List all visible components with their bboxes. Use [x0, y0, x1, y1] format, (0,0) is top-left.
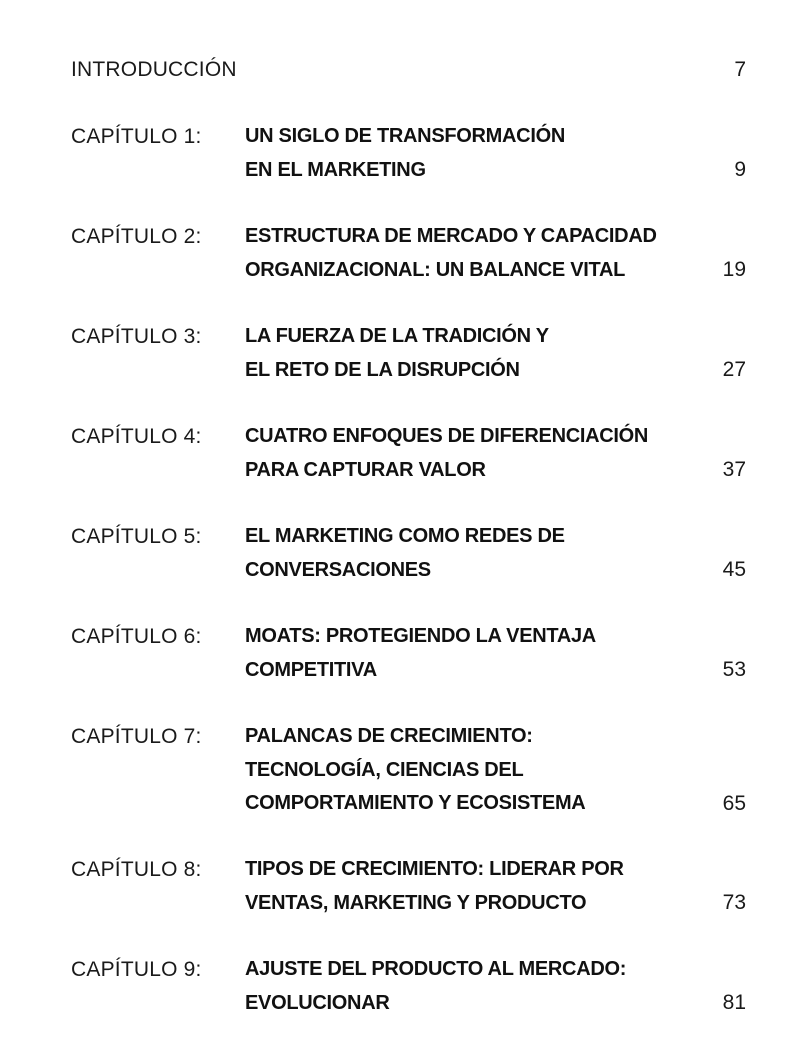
chapter-title-line: VENTAS, MARKETING Y PRODUCTO — [245, 891, 587, 914]
page-number: 9 — [734, 158, 746, 181]
chapter-title — [245, 953, 705, 1020]
intro-label: INTRODUCCIÓN — [71, 58, 237, 81]
chapter-title-line: EL MARKETING COMO REDES DE — [245, 525, 565, 547]
chapter-label: CAPÍTULO 3: — [71, 325, 202, 348]
chapter-label: CAPÍTULO 8: — [71, 858, 202, 881]
chapter-title — [245, 420, 705, 487]
chapter-title-line: PARA CAPTURAR VALOR — [245, 458, 486, 481]
chapter-title — [245, 620, 705, 687]
chapter-label: CAPÍTULO 2: — [71, 225, 202, 248]
page-number: 7 — [734, 58, 746, 81]
chapter-title — [245, 120, 705, 187]
chapter-title-line: MOATS: PROTEGIENDO LA VENTAJA — [245, 625, 596, 647]
page-number: 53 — [722, 658, 746, 681]
chapter-title — [245, 320, 705, 387]
page-number: 65 — [722, 792, 746, 815]
page-number: 37 — [722, 458, 746, 481]
chapter-title-line: TIPOS DE CRECIMIENTO: LIDERAR POR — [245, 858, 624, 880]
page-number: 81 — [722, 991, 746, 1014]
chapter-title-line: CONVERSACIONES — [245, 558, 431, 581]
chapter-label: CAPÍTULO 4: — [71, 425, 202, 448]
chapter-title-line: ESTRUCTURA DE MERCADO Y CAPACIDAD — [245, 225, 657, 247]
chapter-title-line: EL RETO DE LA DISRUPCIÓN — [245, 358, 520, 381]
chapter-title-line: PALANCAS DE CRECIMIENTO: — [245, 725, 533, 747]
chapter-title — [245, 720, 705, 821]
chapter-label: CAPÍTULO 6: — [71, 625, 202, 648]
chapter-title — [245, 520, 705, 587]
chapter-title-line: TECNOLOGÍA, CIENCIAS DEL — [245, 758, 524, 781]
chapter-title-line: LA FUERZA DE LA TRADICIÓN Y — [245, 325, 549, 347]
chapter-title-line: ORGANIZACIONAL: UN BALANCE VITAL — [245, 258, 625, 281]
chapter-label: CAPÍTULO 5: — [71, 525, 202, 548]
chapter-label: CAPÍTULO 1: — [71, 125, 202, 148]
page-number: 73 — [722, 891, 746, 914]
chapter-title-line: EVOLUCIONAR — [245, 991, 390, 1014]
chapter-title-line: EN EL MARKETING — [245, 158, 426, 181]
chapter-title-line: COMPORTAMIENTO Y ECOSISTEMA — [245, 792, 586, 814]
page-number: 45 — [722, 558, 746, 581]
chapter-title-line: AJUSTE DEL PRODUCTO AL MERCADO: — [245, 958, 627, 980]
page-number: 27 — [722, 358, 746, 381]
page-number: 19 — [722, 258, 746, 281]
chapter-label: CAPÍTULO 9: — [71, 958, 202, 981]
chapter-label: CAPÍTULO 7: — [71, 725, 202, 748]
chapter-title-line: COMPETITIVA — [245, 658, 377, 681]
chapter-title-line: UN SIGLO DE TRANSFORMACIÓN — [245, 125, 565, 147]
chapter-title-line: CUATRO ENFOQUES DE DIFERENCIACIÓN — [245, 425, 649, 447]
chapter-title — [245, 220, 705, 287]
chapter-title — [245, 853, 705, 920]
